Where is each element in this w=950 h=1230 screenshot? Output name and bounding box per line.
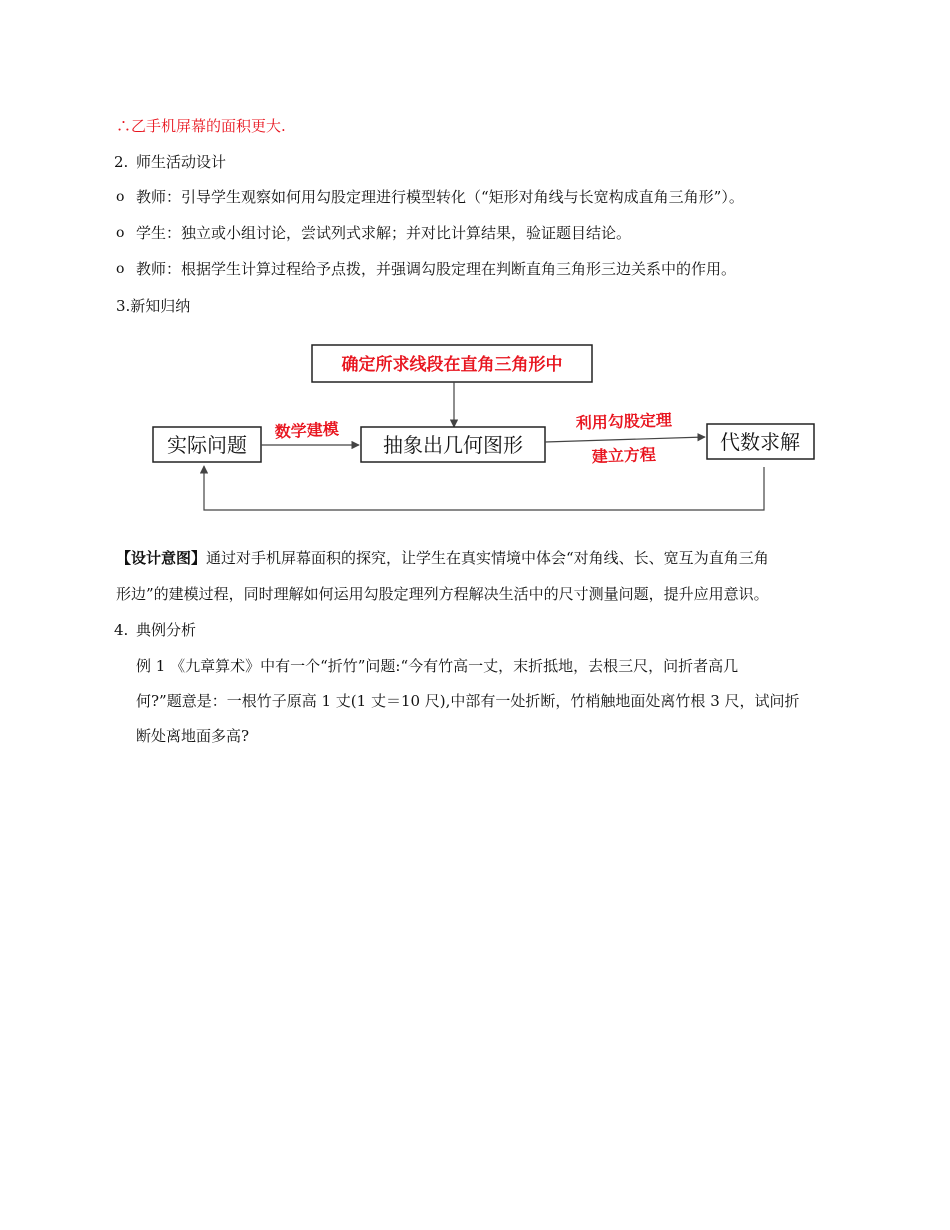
conclusion-text: ∴乙手机屏幕的面积更大.	[116, 117, 286, 135]
example-line3: 断处离地面多高?	[136, 727, 250, 745]
design-intent-text1: 通过对手机屏幕面积的探究，让学生在真实情境中体会“对角线、长、宽互为直角三角	[206, 549, 769, 567]
design-intent-line2: 形边”的建模过程，同时理解如何运用勾股定理列方程解决生活中的尺寸测量问题，提升应用意识。	[116, 585, 769, 603]
feedback-loop-arrow	[204, 466, 764, 510]
middle-box-label: 抽象出几何图形	[383, 433, 523, 457]
label-pythagoras: 利用勾股定理	[575, 410, 673, 433]
section2-number: 2.	[114, 153, 129, 171]
bullet-text-1: 教师：引导学生观察如何用勾股定理进行模型转化（“矩形对角线与长宽构成直角三角形”）。	[136, 188, 744, 206]
design-intent-line1	[116, 548, 769, 568]
example-line1: 例 1 《九章算术》中有一个“折竹”问题:“今有竹高一丈，末折抵地，去根三尺，问折者高几	[136, 657, 739, 675]
section4-number: 4.	[114, 621, 129, 639]
label-equation: 建立方程	[591, 444, 657, 467]
bullet-text-3: 教师：根据学生计算过程给予点拨，并强调勾股定理在判断直角三角形三边关系中的作用。	[136, 260, 737, 278]
section3-title: 3.新知归纳	[116, 297, 191, 315]
modeling-flow-diagram	[0, 330, 950, 530]
arrow-middle-to-right	[545, 437, 705, 442]
bullet-text-2: 学生：独立或小组讨论，尝试列式求解；并对比计算结果，验证题目结论。	[136, 224, 632, 242]
bullet-mark-1: o	[116, 189, 125, 205]
top-box-label: 确定所求线段在直角三角形中	[341, 355, 563, 375]
section4-title: 典例分析	[136, 621, 197, 639]
design-intent-tag: 【设计意图】	[116, 549, 207, 567]
bullet-mark-3: o	[116, 261, 125, 277]
label-modeling: 数学建模	[274, 419, 340, 442]
right-box-label: 代数求解	[720, 430, 800, 454]
example-line2: 何?”题意是：一根竹子原高 1 丈(1 丈＝10 尺),中部有一处折断，竹梢触地面处离竹根 3 尺，试问折	[136, 692, 800, 710]
section2-title: 师生活动设计	[136, 153, 227, 171]
bullet-mark-2: o	[116, 225, 125, 241]
left-box-label: 实际问题	[167, 433, 247, 457]
